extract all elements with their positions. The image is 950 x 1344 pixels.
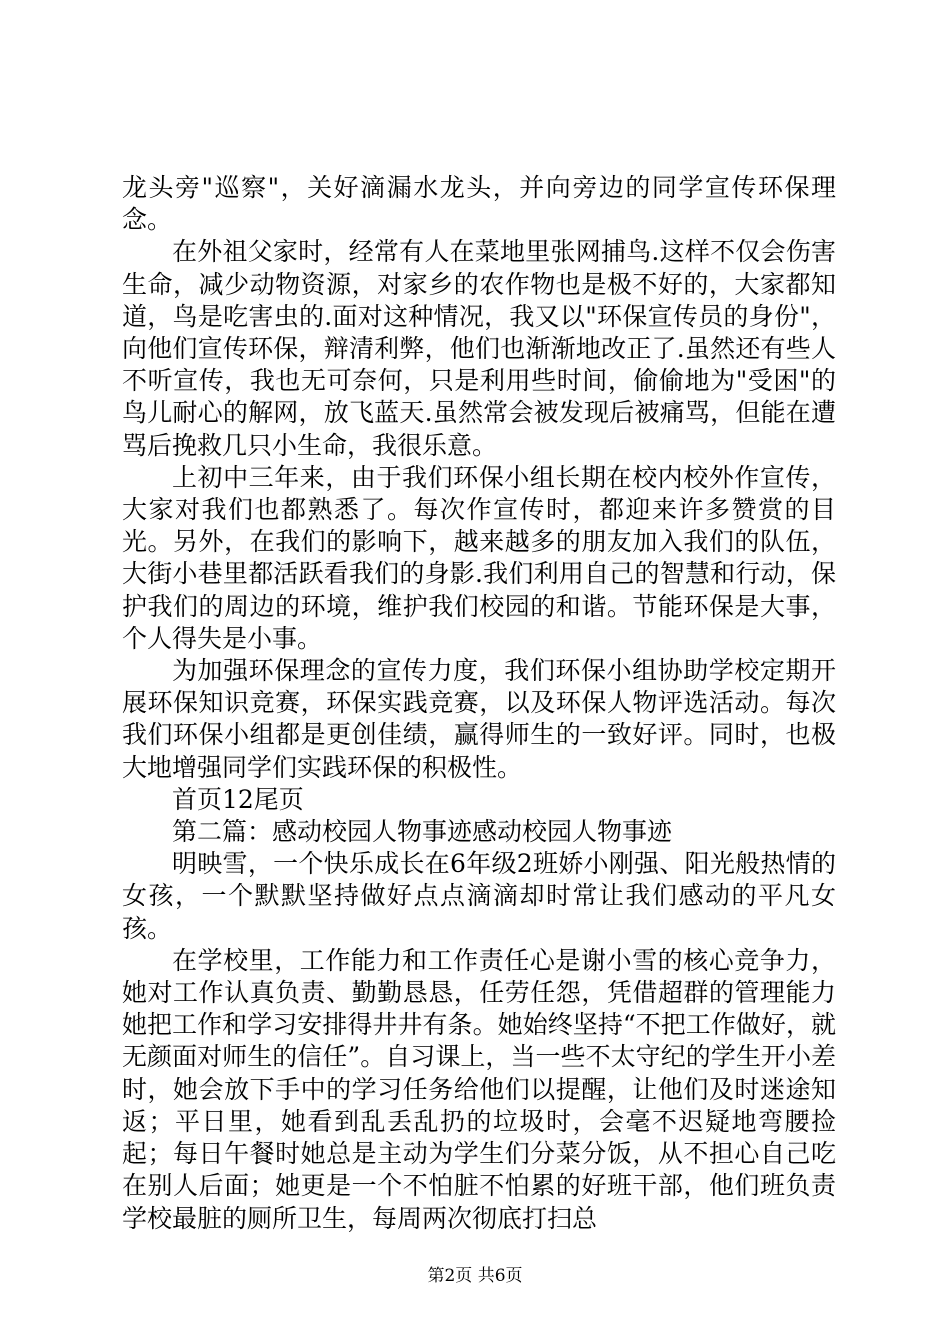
section-heading: 第二篇：感动校园人物事迹感动校园人物事迹 (172, 817, 673, 847)
page-footer (0, 1265, 950, 1287)
paragraph-3: 上初中三年来，由于我们环保小组长期在校内校外作宣传，大家对我们也都熟悉了。每次作宣传时，都迎来许多赞赏的目光。另外，在我们的影响下，越来越多的朋友加入我们的队伍，大街小巷里都活跃看我们的身影.我们利用自己的智慧和行动，保护我们的周边的环境，维护我们校园的和谐。节能环保是大事，个人得失是小事。 (122, 462, 836, 653)
paragraph-7: 明映雪，一个快乐成长在6年级2班娇小刚强、阳光般热情的女孩，一个默默坚持做好点点滴滴却时常让我们感动的平凡女孩。 (122, 849, 836, 943)
pagination-line: 首页12尾页 (172, 784, 304, 814)
page-number: 第2页 共6页 (427, 1266, 523, 1286)
paragraph-8: 在学校里，工作能力和工作责任心是谢小雪的核心竞争力，她对工作认真负责、勤勤恳恳，任劳任怨，凭借超群的管理能力她把工作和学习安排得井井有条。她始终坚持“不把工作做好，就无颜面对师生的信任”。自习课上，当一些不太守纪的学生开小差时，她会放下手中的学习任务给他们以提醒，让他们及时迷途知返；平日里，她看到乱丢乱扔的垃圾时，会毫不迟疑地弯腰捡起；每日午餐时她总是主动为学生们分菜分饭，从不担心自己吃在别人后面；她更是一个不怕脏不怕累的好班干部，他们班负责学校最脏的厕所卫生，每周两次彻底打扫总 (122, 945, 836, 1233)
document-body (122, 172, 836, 1235)
paragraph-4: 为加强环保理念的宣传力度，我们环保小组协助学校定期开展环保知识竞赛，环保实践竞赛，以及环保人物评选活动。每次我们环保小组都是更创佳绩，赢得师生的一致好评。同时，也极大地增强同学们实践环保的积极性。 (122, 656, 836, 782)
paragraph-1: 龙头旁"巡察"，关好滴漏水龙头，并向旁边的同学宣传环保理念。 (122, 173, 836, 235)
paragraph-2: 在外祖父家时，经常有人在菜地里张网捕鸟.这样不仅会伤害生命，减少动物资源，对家乡的农作物也是极不好的，大家都知道，鸟是吃害虫的.面对这种情况，我又以"环保宣传员的身份"，向他们宣传环保，辩清利弊，他们也渐渐地改正了.虽然还有些人不听宣传，我也无可奈何，只是利用些时间，偷偷地为"受困"的鸟儿耐心的解网，放飞蓝天.虽然常会被发现后被痛骂，但能在遭骂后挽救几只小生命，我很乐意。 (122, 237, 836, 460)
